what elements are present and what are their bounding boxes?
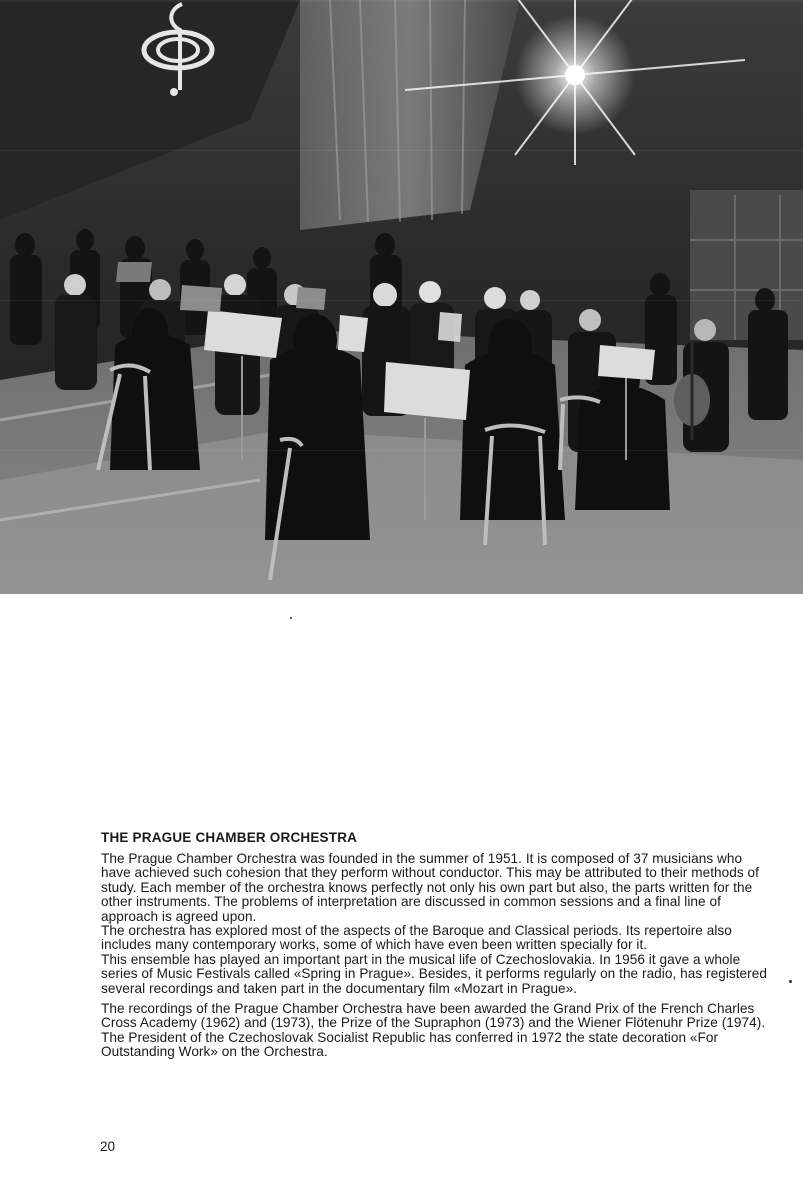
article-paragraph-2: The orchestra has explored most of the aspects of the Baroque and Classical periods. Its repertoire also includes many contemporary works, some of which have even been written specially for it. xyxy=(101,923,732,953)
page-number: 20 xyxy=(100,1139,116,1154)
print-speck xyxy=(789,980,792,983)
orchestra-photo-graphic xyxy=(0,0,803,594)
article xyxy=(101,830,771,1060)
print-speck xyxy=(290,617,292,619)
orchestra-photo xyxy=(0,0,803,594)
article-paragraph-3: This ensemble has played an important part in the musical life of Czechoslovakia. In 1956 it gave a whole series of Music Festivals called «Spring in Prague». Besides, it performs regularly on the radio, has registered several recordings and taken part in the documentary film «Mozart in Prague». xyxy=(101,951,767,996)
article-paragraph-4: The recordings of the Prague Chamber Orchestra have been awarded the Grand Prix of the French Charles Cross Academy (1962) and (1973), the Prize of the Supraphon (1973) and the Wiener Flötenuhr Prize (1974). The President of the Czechoslovak Socialist Republic has conferred in 1972 the state decoration «For Outstanding Work» on the Orchestra. xyxy=(101,1001,766,1060)
article-paragraph-1: The Prague Chamber Orchestra was founded in the summer of 1951. It is composed of 37 musicians who have achieved such cohesion that they perform without conductor. This may be attributed to their methods of study. Each member of the orchestra knows perfectly not only his own part but also, the parts written for the other instruments. The problems of interpretation are discussed in common sessions and a final line of approach is agreed upon. xyxy=(101,851,759,924)
article-title: THE PRAGUE CHAMBER ORCHESTRA xyxy=(101,830,358,845)
